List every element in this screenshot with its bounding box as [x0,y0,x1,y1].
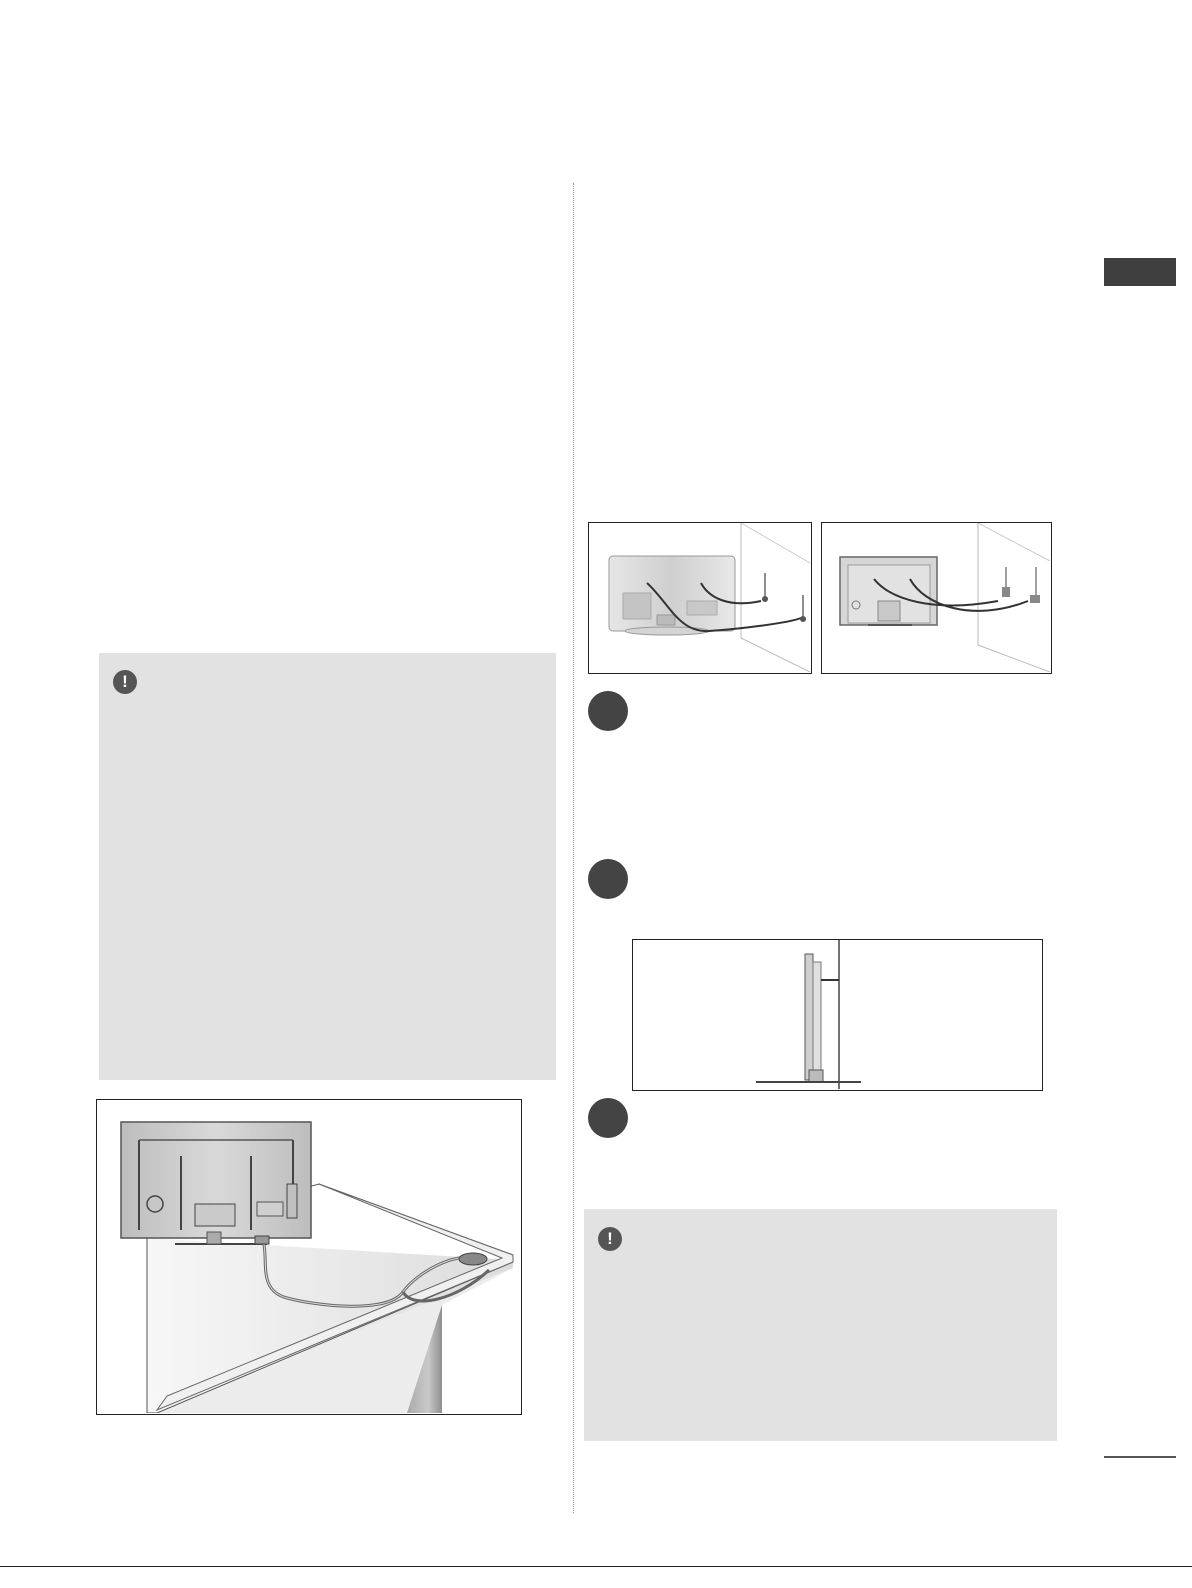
figure-tv-side-profile [632,939,1043,1091]
warning-icon: ! [113,670,137,694]
step-3-marker [588,1098,628,1138]
figure-wall-brackets-1 [588,522,812,674]
section-tab [1104,258,1176,286]
warning-icon: ! [598,1227,622,1251]
caution-note-left [99,653,556,1080]
figure-wall-brackets-2 [821,522,1052,674]
step-2-marker [588,859,628,899]
column-divider [573,183,574,1513]
step-1-marker [588,691,628,731]
page-number-rule [1104,1456,1176,1458]
figure-kensington-table [96,1099,522,1415]
footer-rule [0,1566,1192,1567]
caution-note-right [584,1209,1057,1441]
